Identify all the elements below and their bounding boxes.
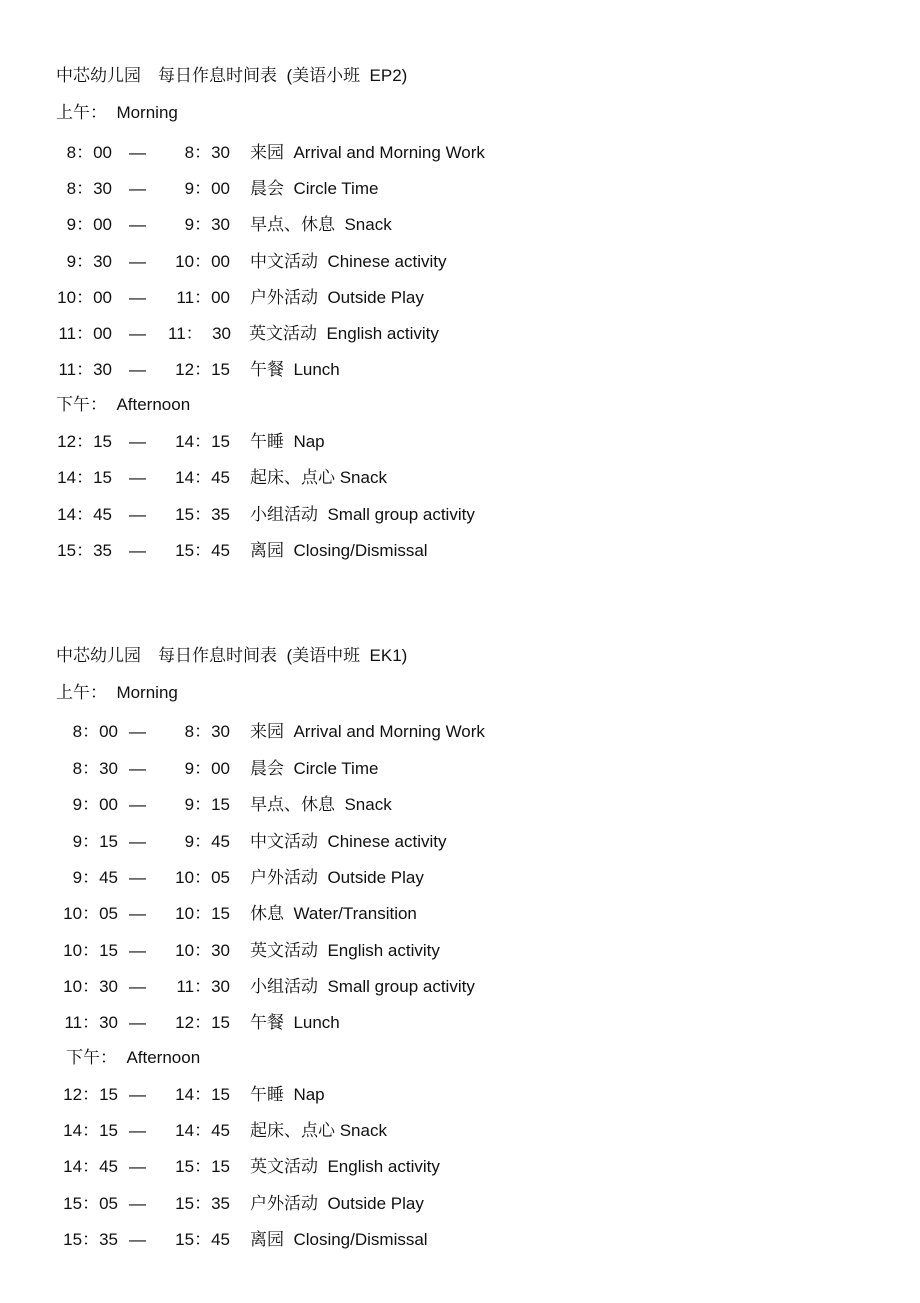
afternoon-label: 下午： Afternoon	[56, 395, 191, 414]
end-time: 9：30	[184, 215, 230, 234]
start-time: 12：15	[57, 432, 112, 451]
start-time: 11：30	[58, 360, 112, 379]
activity: 中文活动 Chinese activity	[250, 252, 447, 271]
start-time: 8：30	[72, 759, 118, 778]
start-time: 14：15	[57, 468, 112, 487]
activity: 英文活动 English activity	[249, 324, 439, 343]
start-time: 12：15	[63, 1085, 118, 1104]
dash: —	[129, 1157, 146, 1176]
end-time: 10：15	[175, 904, 230, 923]
end-time: 8：30	[184, 143, 230, 162]
start-time: 11：00	[58, 324, 112, 343]
start-time: 10：05	[63, 904, 118, 923]
dash: —	[129, 252, 146, 271]
end-time: 15：15	[175, 1157, 230, 1176]
start-time: 8：30	[66, 179, 112, 198]
end-time: 11：30	[176, 977, 230, 996]
end-time: 12：15	[175, 360, 230, 379]
activity: 早点、休息 Snack	[250, 795, 392, 814]
start-time: 10：30	[63, 977, 118, 996]
start-time: 11：30	[64, 1013, 118, 1032]
end-time: 9：00	[184, 759, 230, 778]
dash: —	[129, 541, 146, 560]
dash: —	[129, 360, 146, 379]
end-time: 11：00	[176, 288, 230, 307]
activity: 小组活动 Small group activity	[250, 977, 475, 996]
activity: 午餐 Lunch	[250, 360, 340, 379]
activity: 户外活动 Outside Play	[250, 1194, 424, 1213]
activity: 中文活动 Chinese activity	[250, 832, 447, 851]
end-time: 9：15	[184, 795, 230, 814]
activity: 英文活动 English activity	[250, 941, 440, 960]
activity: 晨会 Circle Time	[250, 759, 379, 778]
dash: —	[129, 1230, 146, 1249]
start-time: 10：00	[57, 288, 112, 307]
start-time: 9：15	[72, 832, 118, 851]
start-time: 9：00	[72, 795, 118, 814]
dash: —	[129, 977, 146, 996]
dash: —	[129, 795, 146, 814]
start-time: 15：05	[63, 1194, 118, 1213]
dash: —	[129, 505, 146, 524]
activity: 户外活动 Outside Play	[250, 868, 424, 887]
end-time: 15：35	[175, 1194, 230, 1213]
end-time: 15：35	[175, 505, 230, 524]
start-time: 9：45	[72, 868, 118, 887]
schedule-title: 中芯幼儿园 每日作息时间表 (美语中班 EK1)	[56, 646, 408, 665]
schedule-title: 中芯幼儿园 每日作息时间表 (美语小班 EP2)	[56, 66, 408, 85]
dash: —	[129, 143, 146, 162]
dash: —	[129, 832, 146, 851]
end-time: 14：15	[175, 432, 230, 451]
end-time: 9：00	[184, 179, 230, 198]
activity: 休息 Water/Transition	[250, 904, 417, 923]
dash: —	[129, 904, 146, 923]
dash: —	[129, 179, 146, 198]
start-time: 8：00	[72, 722, 118, 741]
activity: 离园 Closing/Dismissal	[250, 541, 428, 560]
activity: 午餐 Lunch	[250, 1013, 340, 1032]
end-time: 8：30	[184, 722, 230, 741]
activity: 户外活动 Outside Play	[250, 288, 424, 307]
activity: 起床、点心 Snack	[250, 468, 387, 487]
activity: 离园 Closing/Dismissal	[250, 1230, 428, 1249]
end-time: 15：45	[175, 541, 230, 560]
end-time: 14：15	[175, 1085, 230, 1104]
start-time: 14：15	[63, 1121, 118, 1140]
dash: —	[129, 722, 146, 741]
end-time: 14：45	[175, 468, 230, 487]
activity: 英文活动 English activity	[250, 1157, 440, 1176]
activity: 早点、休息 Snack	[250, 215, 392, 234]
start-time: 9：30	[66, 252, 112, 271]
dash: —	[129, 1085, 146, 1104]
activity: 午睡 Nap	[250, 1085, 325, 1104]
activity: 午睡 Nap	[250, 432, 325, 451]
start-time: 8：00	[66, 143, 112, 162]
end-time: 12：15	[175, 1013, 230, 1032]
end-time: 10：05	[175, 868, 230, 887]
end-time: 15：45	[175, 1230, 230, 1249]
end-time: 10：30	[175, 941, 230, 960]
dash: —	[129, 941, 146, 960]
activity: 起床、点心 Snack	[250, 1121, 387, 1140]
end-time: 10：00	[175, 252, 230, 271]
start-time: 14：45	[57, 505, 112, 524]
end-time: 9：45	[184, 832, 230, 851]
dash: —	[129, 215, 146, 234]
dash: —	[129, 432, 146, 451]
dash: —	[129, 1194, 146, 1213]
start-time: 15：35	[63, 1230, 118, 1249]
activity: 晨会 Circle Time	[250, 179, 379, 198]
dash: —	[129, 759, 146, 778]
dash: —	[129, 1013, 146, 1032]
activity: 小组活动 Small group activity	[250, 505, 475, 524]
morning-label: 上午： Morning	[56, 103, 178, 122]
end-time: 11： 30	[168, 324, 232, 343]
activity: 来园 Arrival and Morning Work	[250, 722, 485, 741]
afternoon-label: 下午： Afternoon	[66, 1048, 201, 1067]
dash: —	[129, 868, 146, 887]
dash: —	[129, 468, 146, 487]
dash: —	[129, 288, 146, 307]
start-time: 14：45	[63, 1157, 118, 1176]
dash: —	[129, 324, 146, 343]
dash: —	[129, 1121, 146, 1140]
start-time: 15：35	[57, 541, 112, 560]
start-time: 9：00	[66, 215, 112, 234]
end-time: 14：45	[175, 1121, 230, 1140]
morning-label: 上午： Morning	[56, 683, 178, 702]
start-time: 10：15	[63, 941, 118, 960]
activity: 来园 Arrival and Morning Work	[250, 143, 485, 162]
